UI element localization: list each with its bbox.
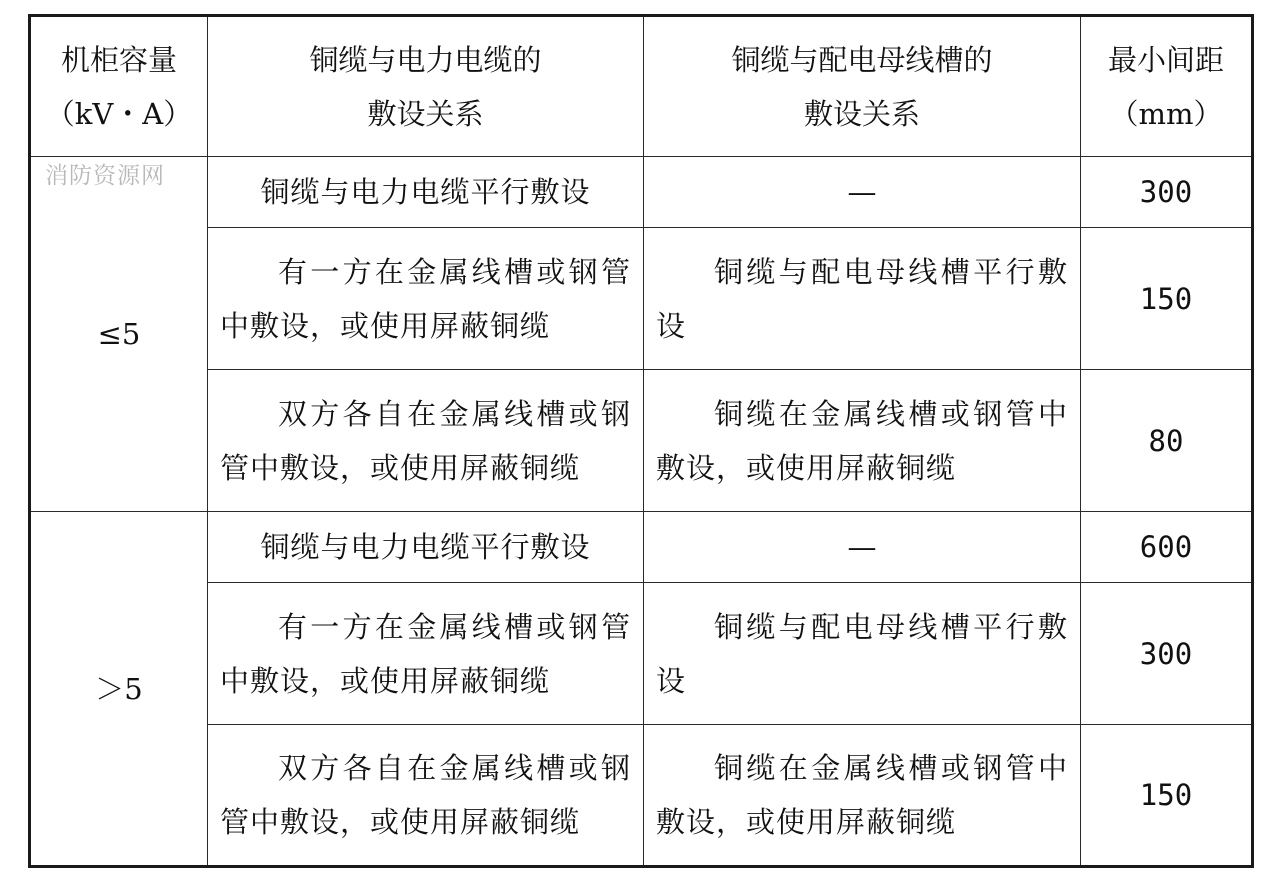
table-row xyxy=(30,370,1253,512)
watermark: 消防资源网 xyxy=(45,163,165,189)
header-min-distance: 最小间距 （mm） xyxy=(1081,16,1253,157)
spacing-table xyxy=(28,14,1254,868)
power-cable-cell: 有一方在金属线槽或钢管中敷设，或使用屏蔽铜缆 xyxy=(208,228,644,370)
busway-cell: — xyxy=(644,512,1081,583)
capacity-cell: 消防资源网 ≤5 xyxy=(30,157,208,512)
table-row xyxy=(30,725,1253,867)
distance-cell: 80 xyxy=(1081,370,1253,512)
power-cable-cell: 双方各自在金属线槽或钢管中敷设，或使用屏蔽铜缆 xyxy=(208,370,644,512)
busway-cell: 铜缆与配电母线槽平行敷设 xyxy=(644,228,1081,370)
header-busway-relation: 铜缆与配电母线槽的 敷设关系 xyxy=(644,16,1081,157)
power-cable-cell: 双方各自在金属线槽或钢管中敷设，或使用屏蔽铜缆 xyxy=(208,725,644,867)
header-power-cable-relation: 铜缆与电力电缆的 敷设关系 xyxy=(208,16,644,157)
header-row xyxy=(30,16,1253,157)
distance-cell: 600 xyxy=(1081,512,1253,583)
table-row xyxy=(30,512,1253,583)
table-row xyxy=(30,228,1253,370)
power-cable-cell: 铜缆与电力电缆平行敷设 xyxy=(208,157,644,228)
power-cable-cell: 铜缆与电力电缆平行敷设 xyxy=(208,512,644,583)
capacity-cell: ＞5 xyxy=(30,512,208,867)
distance-cell: 300 xyxy=(1081,583,1253,725)
distance-cell: 300 xyxy=(1081,157,1253,228)
busway-cell: — xyxy=(644,157,1081,228)
busway-cell: 铜缆在金属线槽或钢管中敷设，或使用屏蔽铜缆 xyxy=(644,370,1081,512)
distance-cell: 150 xyxy=(1081,228,1253,370)
table-row xyxy=(30,157,1253,228)
busway-cell: 铜缆与配电母线槽平行敷设 xyxy=(644,583,1081,725)
distance-cell: 150 xyxy=(1081,725,1253,867)
busway-cell: 铜缆在金属线槽或钢管中敷设，或使用屏蔽铜缆 xyxy=(644,725,1081,867)
header-cabinet-capacity: 机柜容量 （kV・A） xyxy=(30,16,208,157)
power-cable-cell: 有一方在金属线槽或钢管中敷设，或使用屏蔽铜缆 xyxy=(208,583,644,725)
table-row xyxy=(30,583,1253,725)
